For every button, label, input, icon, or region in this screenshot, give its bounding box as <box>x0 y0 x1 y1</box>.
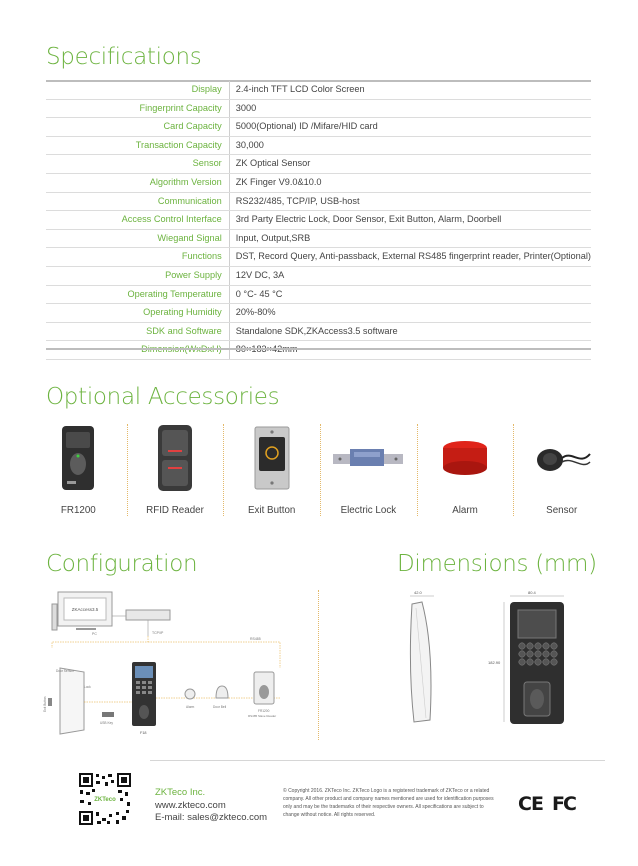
spec-value: 5000(Optional) ID /Mifare/HID card <box>229 118 591 137</box>
spec-value: 0 °C- 45 °C <box>229 285 591 304</box>
device-label: F18 <box>140 731 147 735</box>
copyright-notice: © Copyright 2016. ZKTeco Inc. ZKTeco Logo is a registered trademark of ZKTeco or a related company. All other product and company names mentioned are used for identification purposes only and may be the trademarks of their respective owners. All specifications are subject to change without notice. All rights reserved. <box>283 788 494 818</box>
spec-label: Card Capacity <box>46 118 229 137</box>
spec-row <box>46 81 591 99</box>
spec-label <box>46 341 229 360</box>
slave-reader-label: RS485 Slave Reader <box>248 714 277 718</box>
exit-button-label: Exit Button <box>43 696 47 712</box>
spec-row <box>46 173 591 192</box>
spec-value: ZK Finger V9.0&10.0 <box>229 173 591 192</box>
rfid-reader-icon <box>155 423 195 493</box>
spec-label: Operating Temperature <box>46 285 229 304</box>
spec-row <box>46 99 591 118</box>
depth-label: 42.0 <box>414 590 422 595</box>
company-email[interactable]: E-mail: sales@zkteco.com <box>155 812 268 823</box>
tcpip-label: TCP/IP <box>152 631 164 635</box>
qr-logo-text: ZKTeco <box>94 797 116 803</box>
spec-value: ZK Optical Sensor <box>229 155 591 174</box>
certification-marks <box>518 792 582 814</box>
spec-label: Sensor <box>46 155 229 174</box>
fcc-mark-icon: FC <box>552 793 575 814</box>
footer-rule <box>150 760 605 761</box>
spec-label: Operating Humidity <box>46 304 229 323</box>
spec-row <box>46 285 591 304</box>
accessory-exit-button <box>223 420 320 520</box>
accessory-label: Sensor <box>546 505 578 516</box>
accessory-label: Electric Lock <box>340 505 397 516</box>
configuration-diagram <box>40 588 300 738</box>
spec-value: 12V DC, 3A <box>229 266 591 285</box>
spec-value: Standalone SDK,ZKAccess3.5 software <box>229 322 591 341</box>
accessory-label: Alarm <box>452 505 478 516</box>
accessory-label: RFID Reader <box>146 505 204 516</box>
spec-label: Transaction Capacity <box>46 136 229 155</box>
accessory-rfid-reader <box>127 420 224 520</box>
spec-row <box>46 341 591 360</box>
alarm-label: Alarm <box>186 705 195 709</box>
spec-row <box>46 192 591 211</box>
accessory-fr1200 <box>30 420 127 520</box>
accessory-sensor <box>513 420 610 520</box>
door-sensor-label: Door Sensor <box>56 669 74 673</box>
pc-label: PC <box>92 632 97 636</box>
door-bell-icon <box>216 686 228 698</box>
accessory-label: Exit Button <box>247 505 296 516</box>
spec-label: SDK and Software <box>46 322 229 341</box>
spec-value: 2.4-inch TFT LCD Color Screen <box>229 81 591 99</box>
spec-value <box>229 341 591 360</box>
spec-label: Power Supply <box>46 266 229 285</box>
spec-bottom-rule <box>46 348 591 350</box>
company-website[interactable]: www.zkteco.com <box>155 799 226 811</box>
rs485-label: RS485 <box>250 637 261 641</box>
spec-row <box>46 136 591 155</box>
config-alarm-icon <box>185 689 195 699</box>
spec-label: Display <box>46 81 229 99</box>
spec-row <box>46 229 591 248</box>
company-info <box>155 787 267 825</box>
accessories-title: Optional Accessories <box>46 384 280 410</box>
spec-label: Functions <box>46 248 229 267</box>
accessory-alarm <box>417 420 514 520</box>
dimensions-title: Dimensions (mm) <box>397 551 597 577</box>
spec-label: Algorithm Version <box>46 173 229 192</box>
section-divider <box>318 590 319 740</box>
electric-lock-icon <box>332 446 404 470</box>
door-icon <box>60 668 84 734</box>
spec-label: Communication <box>46 192 229 211</box>
accessories-row <box>30 420 610 520</box>
spec-label: Wiegand Signal <box>46 229 229 248</box>
fr1200-icon <box>58 424 98 492</box>
spec-value: DST, Record Query, Anti-passback, External RS485 fingerprint reader, Printer(Optional) <box>229 248 591 267</box>
sensor-icon <box>532 440 592 476</box>
width-label: 80.4 <box>528 590 536 595</box>
spec-value: 3000 <box>229 99 591 118</box>
dimensions-diagram <box>400 588 580 738</box>
spec-row <box>46 304 591 323</box>
exit-button-icon <box>253 425 291 491</box>
spec-value: 30,000 <box>229 136 591 155</box>
usb-key-icon <box>102 712 114 717</box>
spec-label: Access Control Interface <box>46 211 229 230</box>
alarm-icon <box>439 438 491 478</box>
spec-label: Fingerprint Capacity <box>46 99 229 118</box>
spec-table <box>46 81 591 360</box>
qr-code-icon <box>78 772 132 826</box>
lock-label: Lock <box>84 685 91 689</box>
spec-row <box>46 155 591 174</box>
ce-mark-icon: CE <box>518 793 543 814</box>
door-bell-label: Door Bell <box>213 705 227 709</box>
configuration-title: Configuration <box>46 551 198 577</box>
spec-value: 3rd Party Electric Lock, Door Sensor, Exit Button, Alarm, Doorbell <box>229 211 591 230</box>
software-label: ZKAccess3.5 <box>71 607 99 612</box>
spec-value: Input, Output,SRB <box>229 229 591 248</box>
spec-row <box>46 248 591 267</box>
usb-key-label: USB Key <box>100 721 113 725</box>
height-label: 182.90 <box>488 660 501 665</box>
spec-row <box>46 266 591 285</box>
spec-value: 20%-80% <box>229 304 591 323</box>
spec-row <box>46 118 591 137</box>
company-name: ZKTeco Inc. <box>155 787 206 798</box>
accessory-electric-lock <box>320 420 417 520</box>
specifications-title: Specifications <box>46 44 202 70</box>
spec-row <box>46 322 591 341</box>
accessory-label: FR1200 <box>60 505 96 516</box>
spec-row <box>46 211 591 230</box>
network-switch-icon <box>126 610 170 620</box>
fr1200-label: FR1200 <box>258 709 270 713</box>
spec-value: RS232/485, TCP/IP, USB-host <box>229 192 591 211</box>
